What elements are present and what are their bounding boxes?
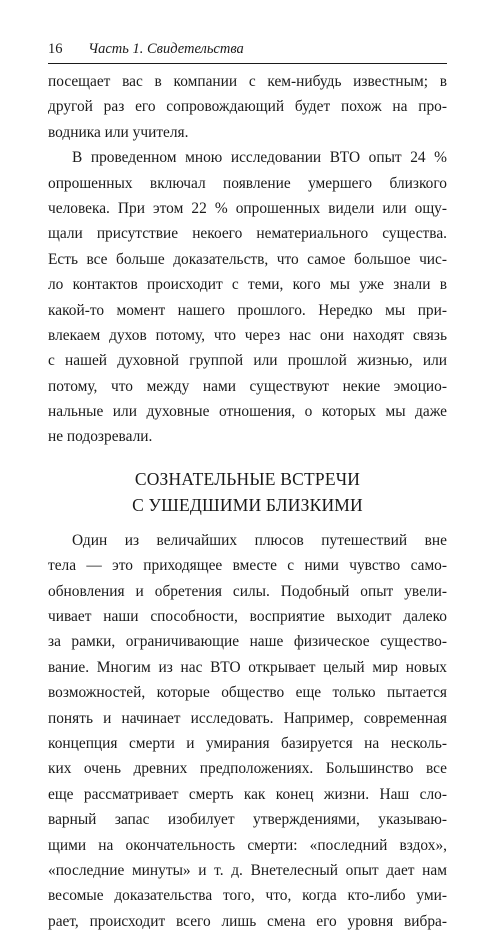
text-line: варный запас изобилует утверждениями, указываю- bbox=[48, 811, 447, 829]
text-line: с нашей духовной группой или прошлой жизнью, или bbox=[48, 352, 447, 370]
text-line: обновления и обретения силы. Подобный опыт увели- bbox=[48, 582, 447, 600]
text-line: щими на окончательность смерти: «последний вздох», bbox=[48, 836, 447, 854]
text-line: рает, происходит всего лишь смена его уровня вибра- bbox=[48, 912, 447, 930]
text-line: Есть все больше доказательств, что самое большое чис- bbox=[48, 250, 447, 268]
text-line: посещает вас в компании с кем-нибудь известным; в bbox=[48, 73, 447, 90]
text-line: потому, что между нами существуют некие эмоцио- bbox=[48, 377, 447, 395]
text-line: весомые доказательства того, что, когда кто-либо уми- bbox=[48, 887, 447, 905]
text-line: возможностей, которые общество еще только пытается bbox=[48, 684, 447, 702]
text-line: «последние минуты» и т. д. Внетелесный опыт дает нам bbox=[48, 861, 447, 879]
text-line: еще рассматривает смерть как конец жизни. Наш сло- bbox=[48, 785, 447, 803]
paragraph-section bbox=[48, 528, 447, 934]
text-line: ких очень древних предположениях. Большинство все bbox=[48, 760, 447, 778]
text-line: концепция смерти и умирания базируется на несколь- bbox=[48, 734, 447, 752]
text-line: понять и начинает исследовать. Например, современная bbox=[48, 709, 447, 727]
text-line: другой раз его сопровождающий будет похож на про- bbox=[48, 98, 447, 116]
text-line: ло контактов происходит с теми, кого мы уже знали в bbox=[48, 276, 447, 294]
section-heading bbox=[48, 466, 447, 518]
text-line: нальные или духовные отношения, о которых мы даже bbox=[48, 403, 447, 421]
paragraph-continued bbox=[48, 69, 447, 145]
text-line: какой-то момент нашего прошлого. Нередко мы при- bbox=[48, 301, 447, 319]
text-line: водника или учителя. bbox=[48, 123, 189, 141]
text-line: тела — это приходящее вместе с ними чувство само- bbox=[48, 557, 447, 575]
section-heading-line: С УШЕДШИМИ БЛИЗКИМИ bbox=[132, 494, 363, 515]
text-line: вание. Многим из нас ВТО открывает целый мир новых bbox=[48, 658, 447, 676]
page-number: 16 bbox=[48, 41, 63, 57]
text-line: не подозревали. bbox=[48, 428, 153, 446]
paragraph-study bbox=[48, 145, 447, 450]
text-line: В проведенном мною исследовании ВТО опыт 24 % bbox=[72, 149, 447, 167]
running-header bbox=[48, 40, 447, 58]
running-title: Часть 1. Свидетельства bbox=[88, 41, 244, 57]
text-line: опрошенных включал появление умершего близкого bbox=[48, 174, 447, 192]
text-line: за рамки, ограничивающие наше физическое существо- bbox=[48, 633, 447, 651]
text-line: чивает наши способности, восприятие выходит далеко bbox=[48, 608, 447, 626]
text-line: влекаем духов потому, что через нас они находят связь bbox=[48, 326, 447, 344]
text-line: щали присутствие некоего нематериального существа. bbox=[48, 225, 447, 243]
text-line: Один из величайших плюсов путешествий вне bbox=[72, 531, 447, 549]
header-rule bbox=[48, 63, 447, 64]
section-heading-line: СОЗНАТЕЛЬНЫЕ ВСТРЕЧИ bbox=[134, 468, 361, 489]
text-line: человека. При этом 22 % опрошенных видели или ощу- bbox=[48, 199, 447, 217]
page-body bbox=[48, 69, 447, 934]
